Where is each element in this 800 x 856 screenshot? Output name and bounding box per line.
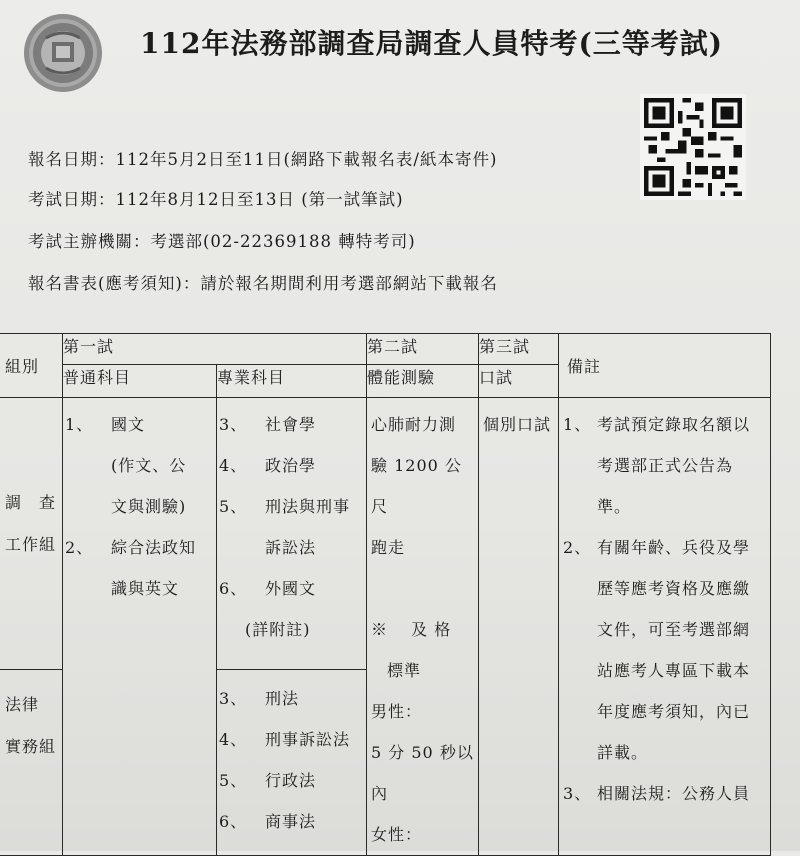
registration-date: 報名日期：112年5月2日至11日(網路下載報名表/紙本寄件): [28, 150, 498, 169]
legal-group-cell: [0, 670, 63, 856]
list-item: (詳附註): [245, 620, 311, 639]
bureau-seal-icon: [22, 12, 104, 94]
fitness-line: 心肺耐力測: [371, 415, 457, 434]
oral-text: 個別口試: [483, 415, 552, 434]
professional-investigation-cell: [217, 398, 367, 670]
professional-legal-cell: [217, 670, 367, 856]
fitness-header-cell: [367, 365, 479, 398]
forms-notice: 報名書表(應考須知)：請於報名期間利用考選部網站下載報名: [28, 274, 498, 293]
first-exam-header-cell: [63, 334, 367, 365]
list-item: 識與英文: [111, 579, 180, 598]
professional-subjects-header: 專業科目: [217, 368, 286, 387]
remark-line: 文件，可至考選部網: [597, 620, 751, 639]
remark-line: 3、 相關法規：公務人員: [563, 784, 751, 803]
remark-line: 站應考人專區下載本: [597, 661, 751, 680]
remarks-cell: [559, 398, 771, 856]
list-item: 訴訟法: [265, 538, 317, 557]
group-legal-line2: 實務組: [5, 737, 57, 756]
group-investigation-line2: 工作組: [5, 535, 57, 554]
professional-legal-list: [217, 670, 366, 842]
third-exam-header: 第三試: [479, 337, 531, 356]
list-item: 1、 國文: [65, 415, 146, 434]
list-item: 4、 政治學: [219, 456, 317, 475]
general-subjects-header-cell: [63, 365, 217, 398]
exam-date: 考試日期：112年8月12日至13日 (第一試筆試): [28, 190, 404, 209]
organizer: 考試主辦機關：考選部(02-22369188 轉特考司): [28, 232, 416, 251]
exam-subjects-table: [0, 333, 771, 856]
second-exam-header: 第二試: [367, 337, 419, 356]
fitness-line: 5 分 50 秒以: [371, 743, 474, 762]
group-legal-line1: 法律: [5, 695, 40, 714]
fitness-line: 女性：: [371, 825, 423, 844]
list-item: 6、 外國文: [219, 579, 317, 598]
fitness-line: 內: [371, 784, 389, 803]
remarks-header: 備註: [567, 357, 602, 376]
remark-line: 2、 有關年齡、兵役及學: [563, 538, 751, 557]
qr-code-icon[interactable]: [634, 94, 752, 200]
remark-line: 歷等應考資格及應繳: [597, 579, 751, 598]
general-subjects-cell: [63, 398, 217, 856]
remark-line: 準。: [597, 497, 632, 516]
general-subjects-header: 普通科目: [63, 368, 132, 387]
remark-line: 考選部正式公告為: [597, 456, 734, 475]
remarks-header-cell: [559, 334, 771, 398]
list-item: 2、 綜合法政知: [65, 538, 197, 557]
fitness-line: 跑走: [371, 538, 406, 557]
professional-investigation-list: [217, 398, 366, 650]
list-item: 3、 社會學: [219, 415, 317, 434]
remark-line: 1、 考試預定錄取名額以: [563, 415, 751, 434]
list-item: (作文、公: [111, 456, 187, 475]
list-item: 5、 刑法與刑事: [219, 497, 351, 516]
remark-line: 年度應考須知，內已: [597, 702, 751, 721]
professional-subjects-header-cell: [217, 365, 367, 398]
remark-line: 詳載。: [597, 743, 649, 762]
fitness-cell: [367, 398, 479, 856]
general-subjects-list: [63, 398, 216, 609]
list-item: 文與測驗): [111, 497, 187, 516]
oral-header: 口試: [479, 368, 514, 387]
list-item: 6、 商事法: [219, 812, 317, 831]
fitness-line: 男性：: [371, 702, 423, 721]
first-exam-header: 第一試: [63, 337, 115, 356]
third-exam-header-cell: [479, 334, 559, 365]
second-exam-header-cell: [367, 334, 479, 365]
page-title: 112年法務部調查局調查人員特考(三等考試): [140, 27, 723, 60]
fitness-line: 標準: [387, 661, 422, 680]
group-header: 組別: [5, 357, 40, 376]
group-investigation-line1: 調 查: [5, 493, 57, 512]
fitness-header: 體能測驗: [367, 368, 436, 387]
group-header-cell: [0, 334, 63, 398]
fitness-line: 驗 1200 公尺: [371, 456, 462, 516]
list-item: 3、 刑法: [219, 689, 300, 708]
oral-cell: [479, 398, 559, 856]
list-item: 4、 刑事訴訟法: [219, 730, 351, 749]
oral-header-cell: [479, 365, 559, 398]
investigation-group-cell: [0, 398, 63, 670]
list-item: 5、 行政法: [219, 771, 317, 790]
fitness-line: ※ 及 格: [371, 620, 452, 639]
